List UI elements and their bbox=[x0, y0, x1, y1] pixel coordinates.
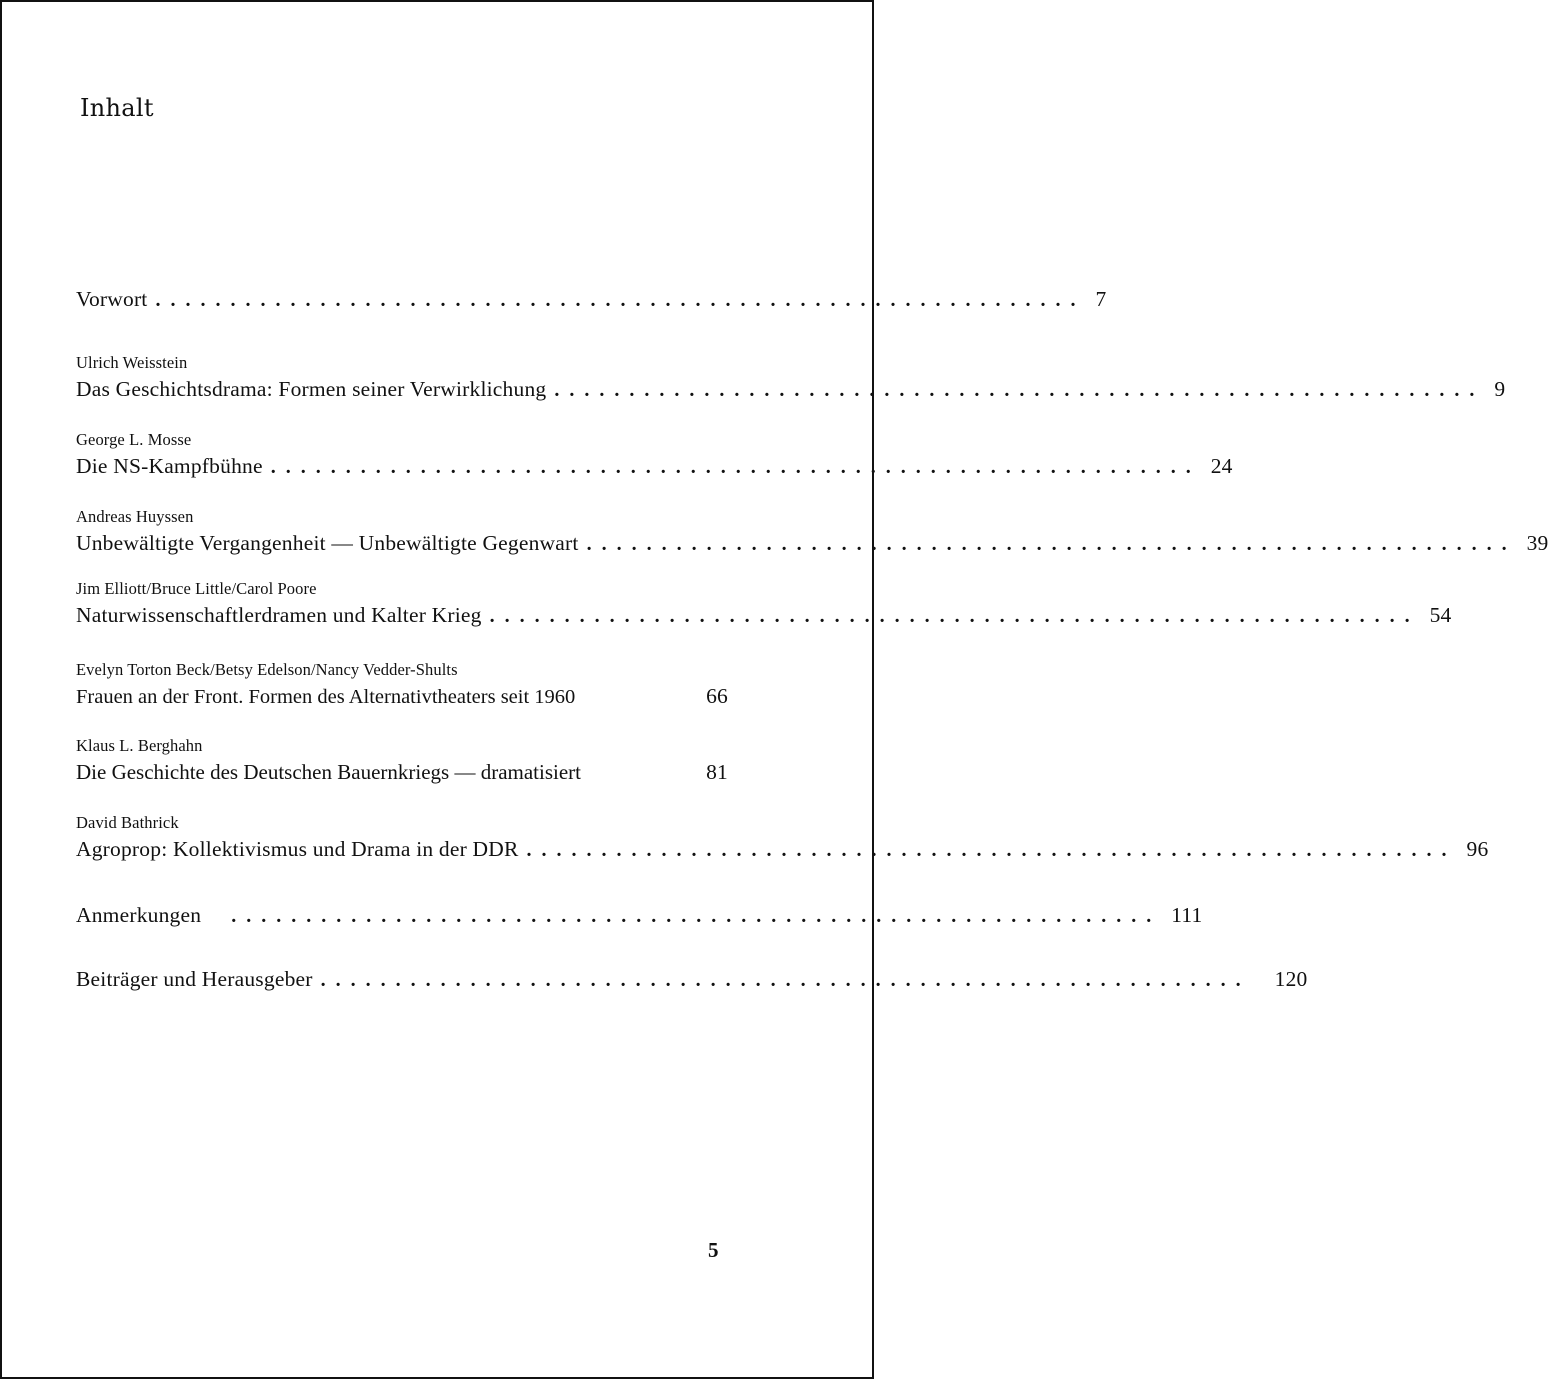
toc-title: Unbewältigte Vergangenheit — Unbewältigte Gegenwart bbox=[76, 531, 579, 555]
toc-author: Ulrich Weisstein bbox=[76, 353, 188, 372]
toc-title: Die Geschichte des Deutschen Bauernkriegs — dramatisiert bbox=[76, 760, 581, 784]
toc-author: Andreas Huyssen bbox=[76, 507, 194, 526]
toc-page-number: 111 bbox=[1171, 903, 1203, 927]
page-title: Inhalt bbox=[80, 94, 154, 122]
toc-page-number: 7 bbox=[1095, 287, 1107, 311]
toc-entry bbox=[76, 284, 1107, 315]
toc-page-number: 39 bbox=[1526, 531, 1548, 555]
toc-title: Anmerkungen bbox=[76, 903, 202, 927]
toc-dot-leader: .............................................................. bbox=[320, 969, 1251, 991]
toc-entry bbox=[76, 812, 1489, 865]
toc-title: Das Geschichtsdrama: Formen seiner Verwirklichung bbox=[76, 377, 547, 401]
toc-entry bbox=[76, 429, 1233, 482]
toc-title: Naturwissenschaftlerdramen und Kalter Krieg bbox=[76, 603, 482, 627]
toc-entry bbox=[76, 578, 1452, 631]
toc-title: Beiträger und Herausgeber bbox=[76, 967, 313, 991]
toc-author: Evelyn Torton Beck/Betsy Edelson/Nancy Vedder-Shults bbox=[76, 660, 458, 679]
toc-page-number: 81 bbox=[706, 760, 728, 784]
toc-dot-leader: .............................................................. bbox=[586, 533, 1517, 555]
toc-entry bbox=[76, 659, 728, 712]
toc-entry bbox=[76, 506, 1548, 559]
page-border-left bbox=[0, 0, 2, 1379]
toc-author: Klaus L. Berghahn bbox=[76, 736, 203, 755]
page-number: 5 bbox=[708, 1238, 719, 1262]
toc-entry bbox=[76, 735, 728, 787]
toc-title: Die NS-Kampfbühne bbox=[76, 454, 263, 478]
toc-title: Vorwort bbox=[76, 287, 148, 311]
toc-dot-leader: .............................................................. bbox=[554, 379, 1485, 401]
toc-page-number: 96 bbox=[1466, 837, 1489, 861]
toc-entry bbox=[76, 352, 1506, 405]
toc-page-number: 54 bbox=[1429, 603, 1452, 627]
toc-dot-leader: .............................................................. bbox=[155, 289, 1086, 311]
toc-dot-leader: .............................................................. bbox=[526, 839, 1457, 861]
toc-entry bbox=[76, 900, 1203, 931]
toc-dot-leader: .............................................................. bbox=[231, 905, 1162, 927]
toc-page-number: 66 bbox=[706, 684, 728, 708]
page-border-top bbox=[0, 0, 874, 2]
toc-author: David Bathrick bbox=[76, 813, 179, 832]
toc-dot-leader: .............................................................. bbox=[489, 605, 1420, 627]
page-border-right bbox=[872, 0, 874, 1379]
toc-author: George L. Mosse bbox=[76, 430, 192, 449]
toc-page-number: 9 bbox=[1494, 377, 1506, 401]
toc-entry bbox=[76, 964, 1308, 995]
toc-title: Frauen an der Front. Formen des Alternativtheaters seit 1960 bbox=[76, 686, 576, 708]
toc-title: Agroprop: Kollektivismus und Drama in der DDR bbox=[76, 837, 519, 861]
toc-author: Jim Elliott/Bruce Little/Carol Poore bbox=[76, 579, 317, 598]
toc-page-number: 120 bbox=[1274, 967, 1308, 991]
toc-page-number: 24 bbox=[1210, 454, 1233, 478]
toc-dot-leader: .............................................................. bbox=[270, 456, 1201, 478]
